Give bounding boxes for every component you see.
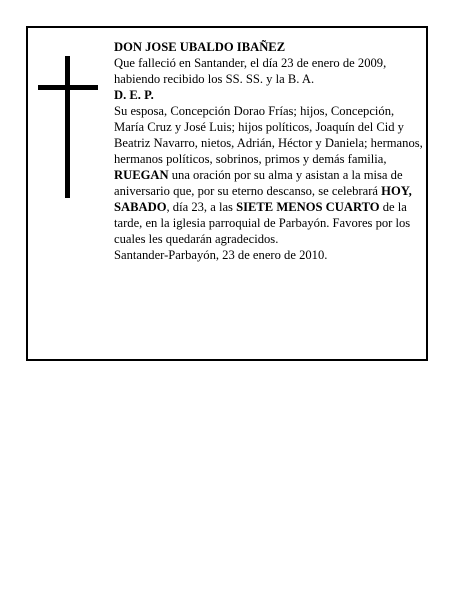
cross-vertical-bar (65, 56, 70, 198)
deceased-name: DON JOSE UBALDO IBAÑEZ (114, 40, 286, 54)
time-label: SIETE MENOS CUARTO (236, 200, 380, 214)
cross-horizontal-bar (38, 85, 98, 90)
cross-icon (38, 56, 98, 198)
obituary-notice (26, 26, 428, 361)
ruegan-label: RUEGAN (114, 168, 169, 182)
request-text-3: de la tarde, en la iglesia parroquial de Parbayón. Favores por los cuales les quedarán agradecidos. (114, 200, 411, 246)
day-label: HOY, SABADO (114, 184, 412, 214)
request-text-1: una oración por su alma y asistan a la misa de aniversario que, por su eterno descanso, se celebrará (114, 168, 403, 198)
family-list: Su esposa, Concepción Dorao Frías; hijos, Concepción, María Cruz y José Luis; hijos políticos, Joaquín del Cid y Beatriz Navarro, nietos, Adrián, Héctor y Daniela; hermanos, hermanos políticos, sobrinos, primos y demás familia, (114, 104, 423, 166)
mass-request (114, 167, 426, 247)
death-statement: Que falleció en Santander, el día 23 de enero de 2009, habiendo recibido los SS. SS. y la B. A. (114, 56, 387, 86)
request-text-2: , día 23, a las (166, 200, 237, 214)
rest-in-peace: D. E. P. (114, 88, 154, 102)
notice-text (114, 39, 426, 263)
place-date: Santander-Parbayón, 23 de enero de 2010. (114, 248, 328, 262)
